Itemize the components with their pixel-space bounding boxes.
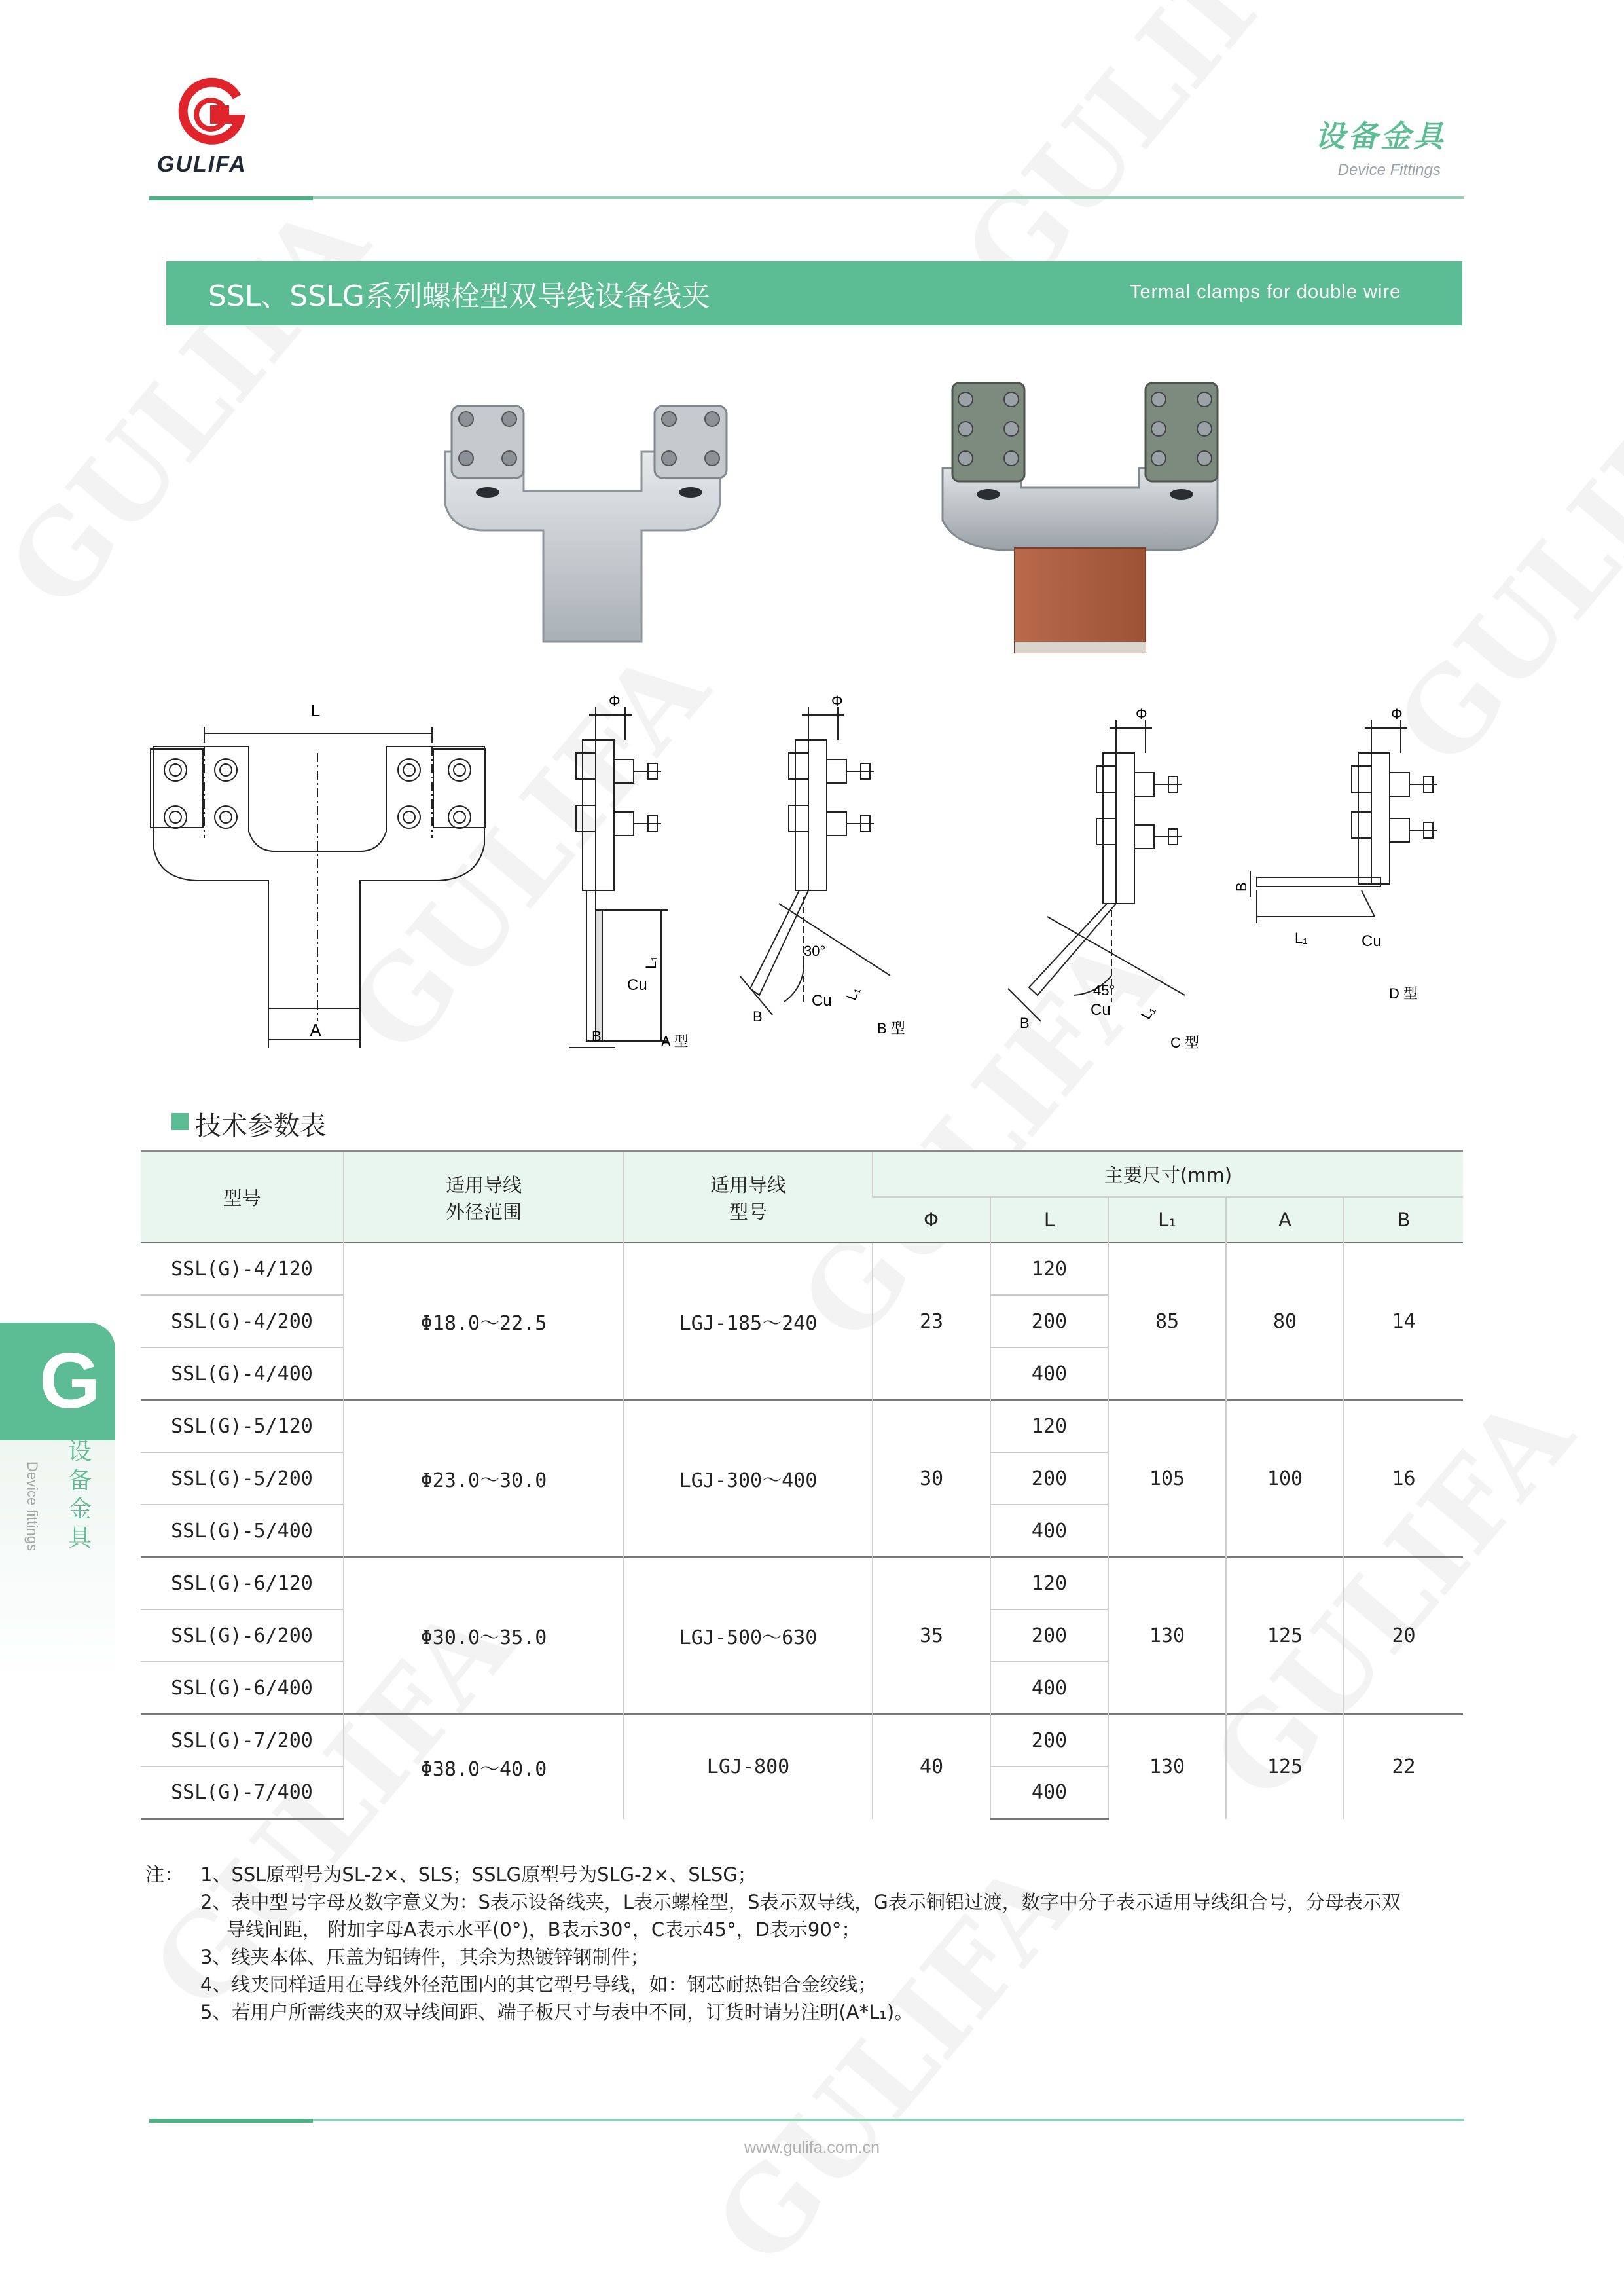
side-tab-cn: 设备金具 [68, 1438, 92, 1552]
product-title-en: Termal clamps for double wire [1130, 282, 1401, 302]
gulifa-logo-icon [177, 77, 249, 149]
watermark [0, 179, 393, 632]
type-a-caption: A 型 [661, 1033, 689, 1050]
note-line: 4、线夹同样适用在导线外径范围内的其它型号导线，如：钢芯耐热铝合金绞线； [200, 1973, 877, 1996]
table-row: SSL(G)-4/400 400 [141, 1347, 1463, 1400]
note-line: 导线间距， 附加字母A表示水平(0°)，B表示30°，C表示45°，D表示90°； [226, 1918, 861, 1941]
table-row: SSL(G)-6/120 Φ30.0～35.0 LGJ-500～630 35 120 130 125 20 [141, 1557, 1463, 1609]
side-tab-en: Device fittings [24, 1461, 41, 1551]
table-row: SSL(G)-5/400 400 [141, 1505, 1463, 1557]
header-b: B [1344, 1197, 1463, 1243]
type-a-cu: Cu [627, 976, 647, 994]
header-l: L [990, 1197, 1108, 1243]
header-range: 适用导线 外径范围 [344, 1151, 624, 1243]
type-d-b: B [1233, 882, 1250, 892]
type-c-phi: Φ [1136, 706, 1147, 722]
side-tab-fade [0, 1434, 115, 1683]
table-row: SSL(G)-6/200 200 [141, 1609, 1463, 1662]
type-c-caption: C 型 [1170, 1035, 1200, 1051]
type-b-cu: Cu [812, 992, 832, 1010]
table-row: SSL(G)-7/200 Φ38.0～40.0 LGJ-800 40 200 130 125 22 [141, 1714, 1463, 1767]
aluminum-clamp-photo [425, 393, 753, 655]
type-a-b: B [592, 1028, 602, 1044]
note-line: 3、线夹本体、压盖为铝铸件，其余为热镀锌钢制件； [200, 1946, 649, 1968]
dim-a-label: A [310, 1020, 321, 1040]
table-row: SSL(G)-4/200 200 [141, 1295, 1463, 1347]
header-divider-accent [149, 196, 313, 200]
header-phi: Φ [873, 1197, 990, 1243]
type-b-b: B [753, 1008, 763, 1025]
type-b-drawing [713, 687, 929, 1054]
type-d-drawing [1224, 701, 1447, 1015]
type-a-drawing [563, 687, 720, 1054]
side-tab-letter: G [39, 1337, 101, 1425]
brand-name: GULIFA [157, 152, 247, 177]
table-row: SSL(G)-4/120 Φ18.0～22.5 LGJ-185～240 23 120 85 80 14 [141, 1243, 1463, 1295]
category-title-cn: 设备金具 [1315, 119, 1446, 154]
table-row: SSL(G)-5/120 Φ23.0～30.0 LGJ-300～400 30 120 105 100 16 [141, 1400, 1463, 1452]
table-row: SSL(G)-7/400 400 [141, 1767, 1463, 1819]
type-b-l1: L₁ [842, 985, 863, 1003]
type-a-phi: Φ [609, 693, 621, 709]
product-title-cn: SSL、SSLG系列螺栓型双导线设备线夹 [208, 280, 710, 313]
type-b-phi: Φ [831, 693, 843, 709]
footer-divider-accent [149, 2119, 313, 2123]
category-title-en: Device Fittings [1337, 161, 1441, 179]
type-c-l1: L₁ [1137, 1002, 1159, 1023]
footer-divider [149, 2119, 1464, 2121]
note-line: 1、SSL原型号为SL-2×、SLS；SSLG原型号为SLG-2×、SLSG； [200, 1863, 757, 1886]
notes-label: 注： [145, 1863, 184, 1886]
header-l1: L₁ [1108, 1197, 1226, 1243]
header-divider [149, 196, 1464, 199]
header-a: A [1226, 1197, 1344, 1243]
spec-table [141, 1150, 1463, 1820]
note-line: 2、表中型号字母及数字意义为：S表示设备线夹，L表示螺栓型，S表示双导线，G表示铜铝过渡，数字中分子表示适用导线组合号，分母表示双 [200, 1891, 1401, 1913]
type-c-b: B [1020, 1015, 1030, 1031]
copper-aluminum-clamp-photo [929, 376, 1257, 658]
header-conductor: 适用导线 型号 [624, 1151, 873, 1243]
type-d-l1: L₁ [1295, 930, 1308, 946]
table-row: SSL(G)-6/400 400 [141, 1662, 1463, 1714]
type-c-angle: 45° [1093, 982, 1115, 998]
dim-l-label: L [310, 701, 321, 720]
type-d-caption: D 型 [1389, 985, 1418, 1002]
type-d-cu: Cu [1362, 932, 1382, 950]
section-marker [171, 1113, 189, 1130]
type-b-angle: 30° [804, 943, 826, 959]
section-title: 技术参数表 [195, 1111, 326, 1141]
footer-url: www.gulifa.com.cn [744, 2138, 880, 2157]
notes [145, 1861, 1401, 2026]
type-c-cu: Cu [1091, 1001, 1111, 1019]
header-dims: 主要尺寸(mm) [873, 1151, 1463, 1197]
type-a-l1: L₁ [643, 956, 659, 969]
type-b-caption: B 型 [877, 1020, 905, 1036]
note-line: 5、若用户所需线夹的双导线间距、端子板尺寸与表中不同，订货时请另注明(A*L₁)。 [200, 2001, 914, 2023]
header-model: 型号 [141, 1151, 344, 1243]
table-row: SSL(G)-5/200 200 [141, 1452, 1463, 1505]
type-d-phi: Φ [1391, 706, 1403, 722]
front-view-drawing [144, 694, 497, 1061]
type-c-drawing [988, 701, 1224, 1067]
